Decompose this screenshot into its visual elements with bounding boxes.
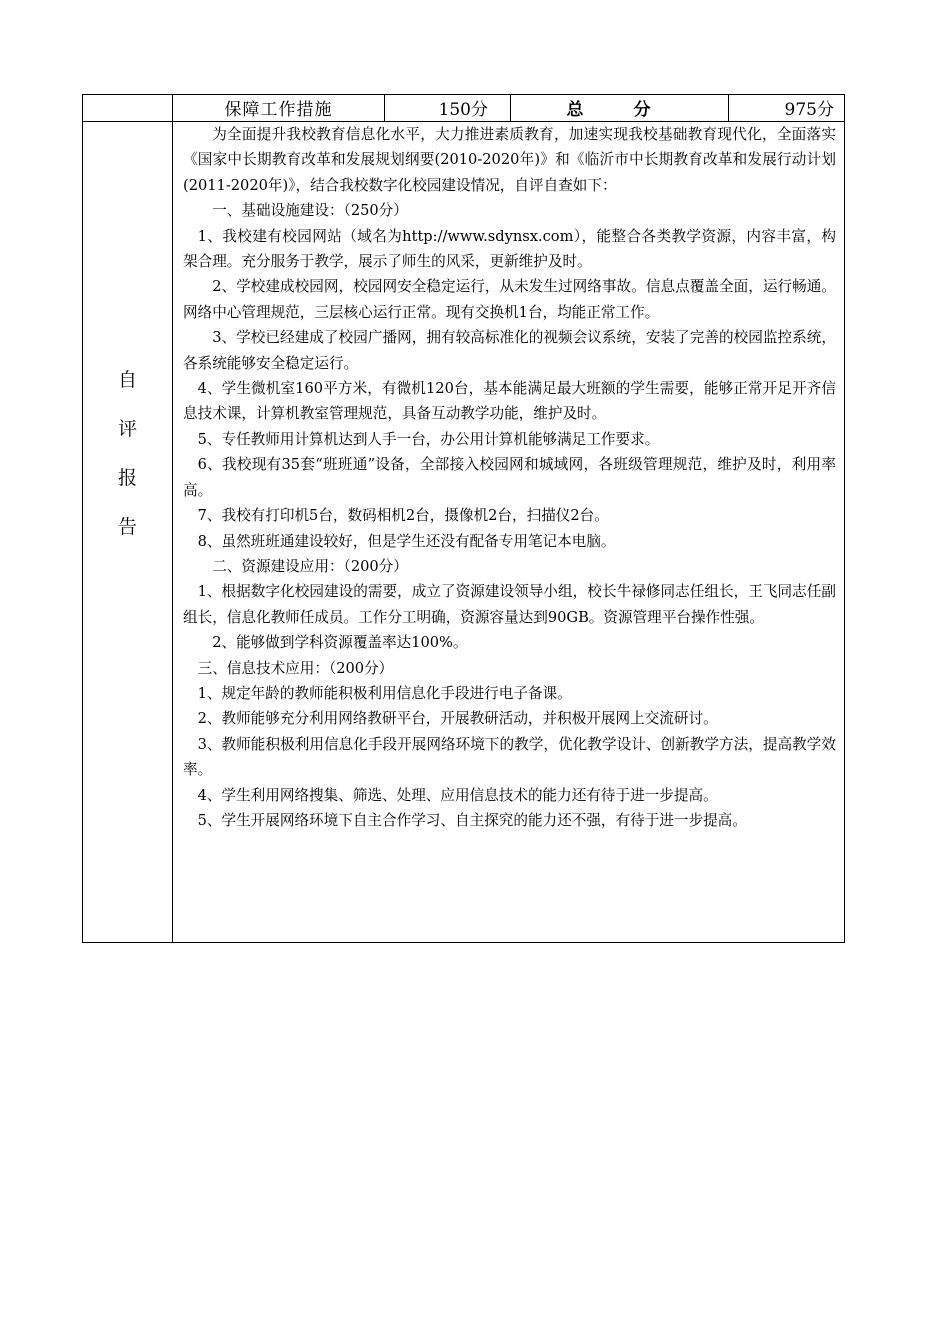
section-item: 2、学校建成校园网，校园网安全稳定运行，从未发生过网络事故。信息点覆盖全面，运行畅通。网络中心管理规范，三层核心运行正常。现有交换机1台，均能正常工作。 — [183, 278, 836, 321]
section-item: 7、我校有打印机5台，数码相机2台，摄像机2台，扫描仪2台。 — [197, 507, 609, 525]
header-total-score: 975分 — [729, 95, 845, 122]
section-title: 三、信息技术应用：（200分） — [197, 659, 394, 677]
side-label-char: 报 — [117, 467, 137, 489]
section-item: 4、学生微机室160平方米，有微机120台，基本能满足最大班额的学生需要，能够正常开足开齐信息技术课，计算机教室管理规范，具备互动教学功能，维护及时。 — [183, 380, 836, 423]
report-row — [83, 122, 845, 943]
section-item: 4、学生利用网络搜集、筛选、处理、应用信息技术的能力还有待于进一步提高。 — [197, 786, 718, 804]
header-row — [83, 95, 845, 122]
section-title: 二、资源建设应用：（200分） — [212, 557, 408, 575]
section-item: 5、专任教师用计算机达到人手一台，办公用计算机能够满足工作要求。 — [197, 430, 660, 448]
side-label-cell — [83, 122, 173, 943]
evaluation-table — [82, 94, 845, 943]
report-intro: 为全面提升我校教育信息化水平，大力推进素质教育，加速实现我校基础教育现代化，全面落实《国家中长期教育改革和发展规划纲要(2010-2020年)》和《临沂市中长期教育改革和发展行动计划(2011-2020年)》，结合我校数字化校园建设情况，自评自查如下： — [183, 126, 836, 194]
section-item: 5、学生开展网络环境下自主合作学习、自主探究的能力还不强，有待于进一步提高。 — [197, 811, 747, 829]
side-label-char: 评 — [117, 418, 137, 440]
section-item: 8、虽然班班通建设较好，但是学生还没有配备专用笔记本电脑。 — [197, 532, 616, 550]
section-item: 2、能够做到学科资源覆盖率达100%。 — [212, 634, 468, 652]
header-total-label: 总 分 — [511, 95, 729, 122]
section-item: 1、规定年龄的教师能积极利用信息化手段进行电子备课。 — [197, 684, 572, 702]
section-item: 1、根据数字化校园建设的需要，成立了资源建设领导小组，校长牛禄修同志任组长，王飞同志任副组长，信息化教师任成员。工作分工明确，资源容量达到90GB。资源管理平台操作性强。 — [183, 583, 836, 626]
report-content — [173, 122, 845, 943]
section-item: 2、教师能够充分利用网络教研平台，开展教研活动，并积极开展网上交流研讨。 — [197, 710, 718, 728]
header-item-label: 保障工作措施 — [173, 95, 385, 122]
section-title: 一、基础设施建设：（250分） — [212, 202, 408, 220]
side-label-char: 自 — [117, 369, 137, 391]
section-item: 1、我校建有校园网站（域名为http://www.sdynsx.com），能整合各类教学资源，内容丰富，构架合理。充分服务于教学，展示了师生的风采，更新维护及时。 — [183, 227, 836, 271]
section-item: 3、教师能积极利用信息化手段开展网络环境下的教学，优化教学设计、创新教学方法，提高教学效率。 — [183, 735, 836, 779]
side-label-char: 告 — [117, 516, 137, 538]
section-item: 3、学校已经建成了校园广播网，拥有较高标准化的视频会议系统，安装了完善的校园监控系统，各系统能够安全稳定运行。 — [183, 329, 836, 372]
header-blank-cell — [83, 95, 173, 122]
section-item: 6、我校现有35套“班班通”设备，全部接入校园网和城域网，各班级管理规范，维护及时，利用率高。 — [183, 456, 836, 499]
header-item-score: 150分 — [385, 95, 511, 122]
